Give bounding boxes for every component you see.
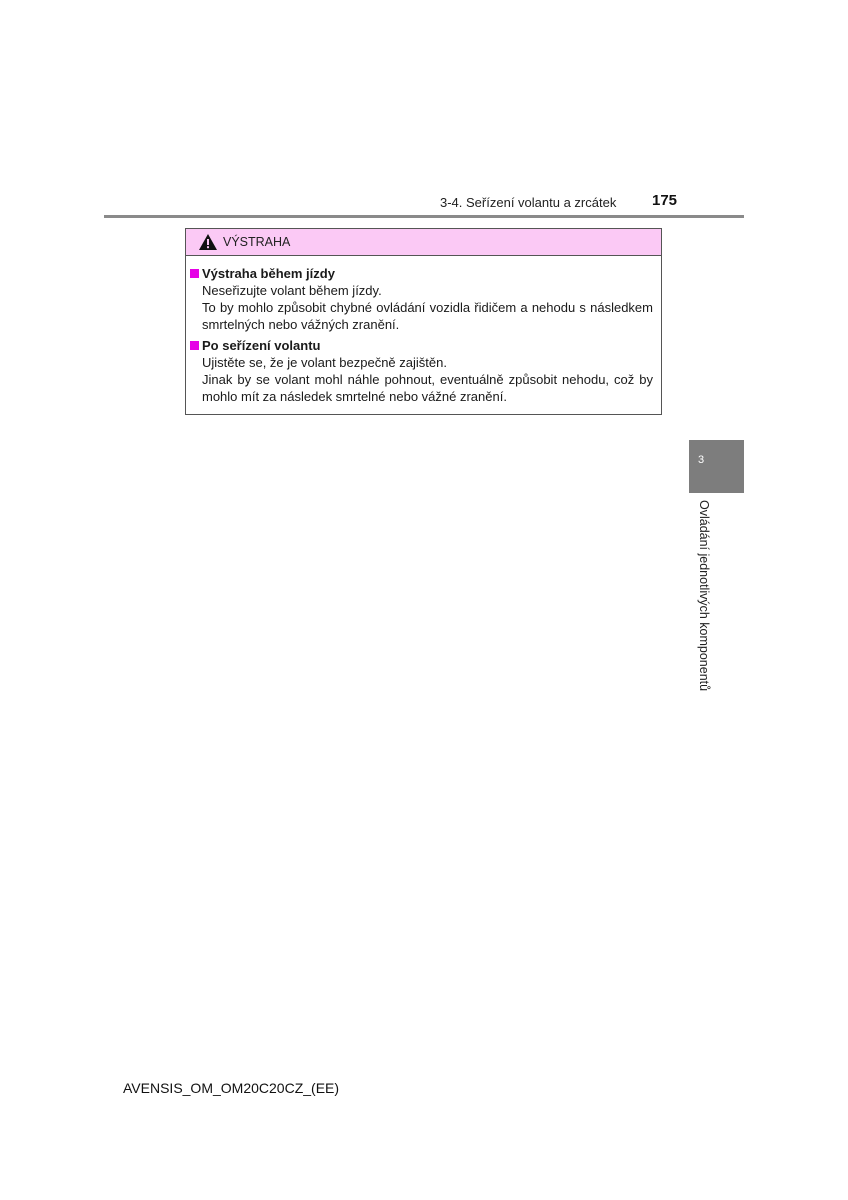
page-number: 175 bbox=[652, 192, 678, 209]
warning-triangle-icon bbox=[198, 233, 218, 251]
document-code: AVENSIS_OM_OM20C20CZ_(EE) bbox=[123, 1080, 340, 1096]
section-title-text: Po seřízení volantu bbox=[202, 338, 321, 353]
warning-section-title bbox=[190, 265, 653, 282]
section-title: 3-4. Seřízení volantu a zrcátek bbox=[440, 195, 617, 210]
warning-paragraph: To by mohlo způsobit chybné ovládání vozidla řidičem a nehodu s následkem smrtelných nebo vážných zranění. bbox=[202, 300, 653, 332]
square-bullet-icon bbox=[190, 269, 199, 278]
header-divider bbox=[104, 215, 744, 218]
warning-body bbox=[186, 256, 661, 405]
chapter-title: Ovládání jednotlivých komponentů bbox=[697, 500, 711, 692]
section-title-text: Výstraha během jízdy bbox=[202, 266, 335, 281]
warning-section bbox=[190, 265, 653, 333]
warning-heading: VÝSTRAHA bbox=[223, 235, 291, 249]
warning-header bbox=[186, 229, 661, 256]
warning-section bbox=[190, 337, 653, 405]
warning-paragraph: Neseřizujte volant během jízdy. bbox=[202, 283, 382, 298]
warning-paragraph: Ujistěte se, že je volant bezpečně zajištěn. bbox=[202, 355, 447, 370]
chapter-number: 3 bbox=[698, 454, 705, 466]
square-bullet-icon bbox=[190, 341, 199, 350]
warning-section-title bbox=[190, 337, 653, 354]
warning-paragraph: Jinak by se volant mohl náhle pohnout, eventuálně způsobit nehodu, což by mohlo mít za následek smrtelné nebo vážné zranění. bbox=[202, 372, 653, 404]
chapter-tab bbox=[689, 440, 744, 493]
warning-box bbox=[185, 228, 662, 415]
